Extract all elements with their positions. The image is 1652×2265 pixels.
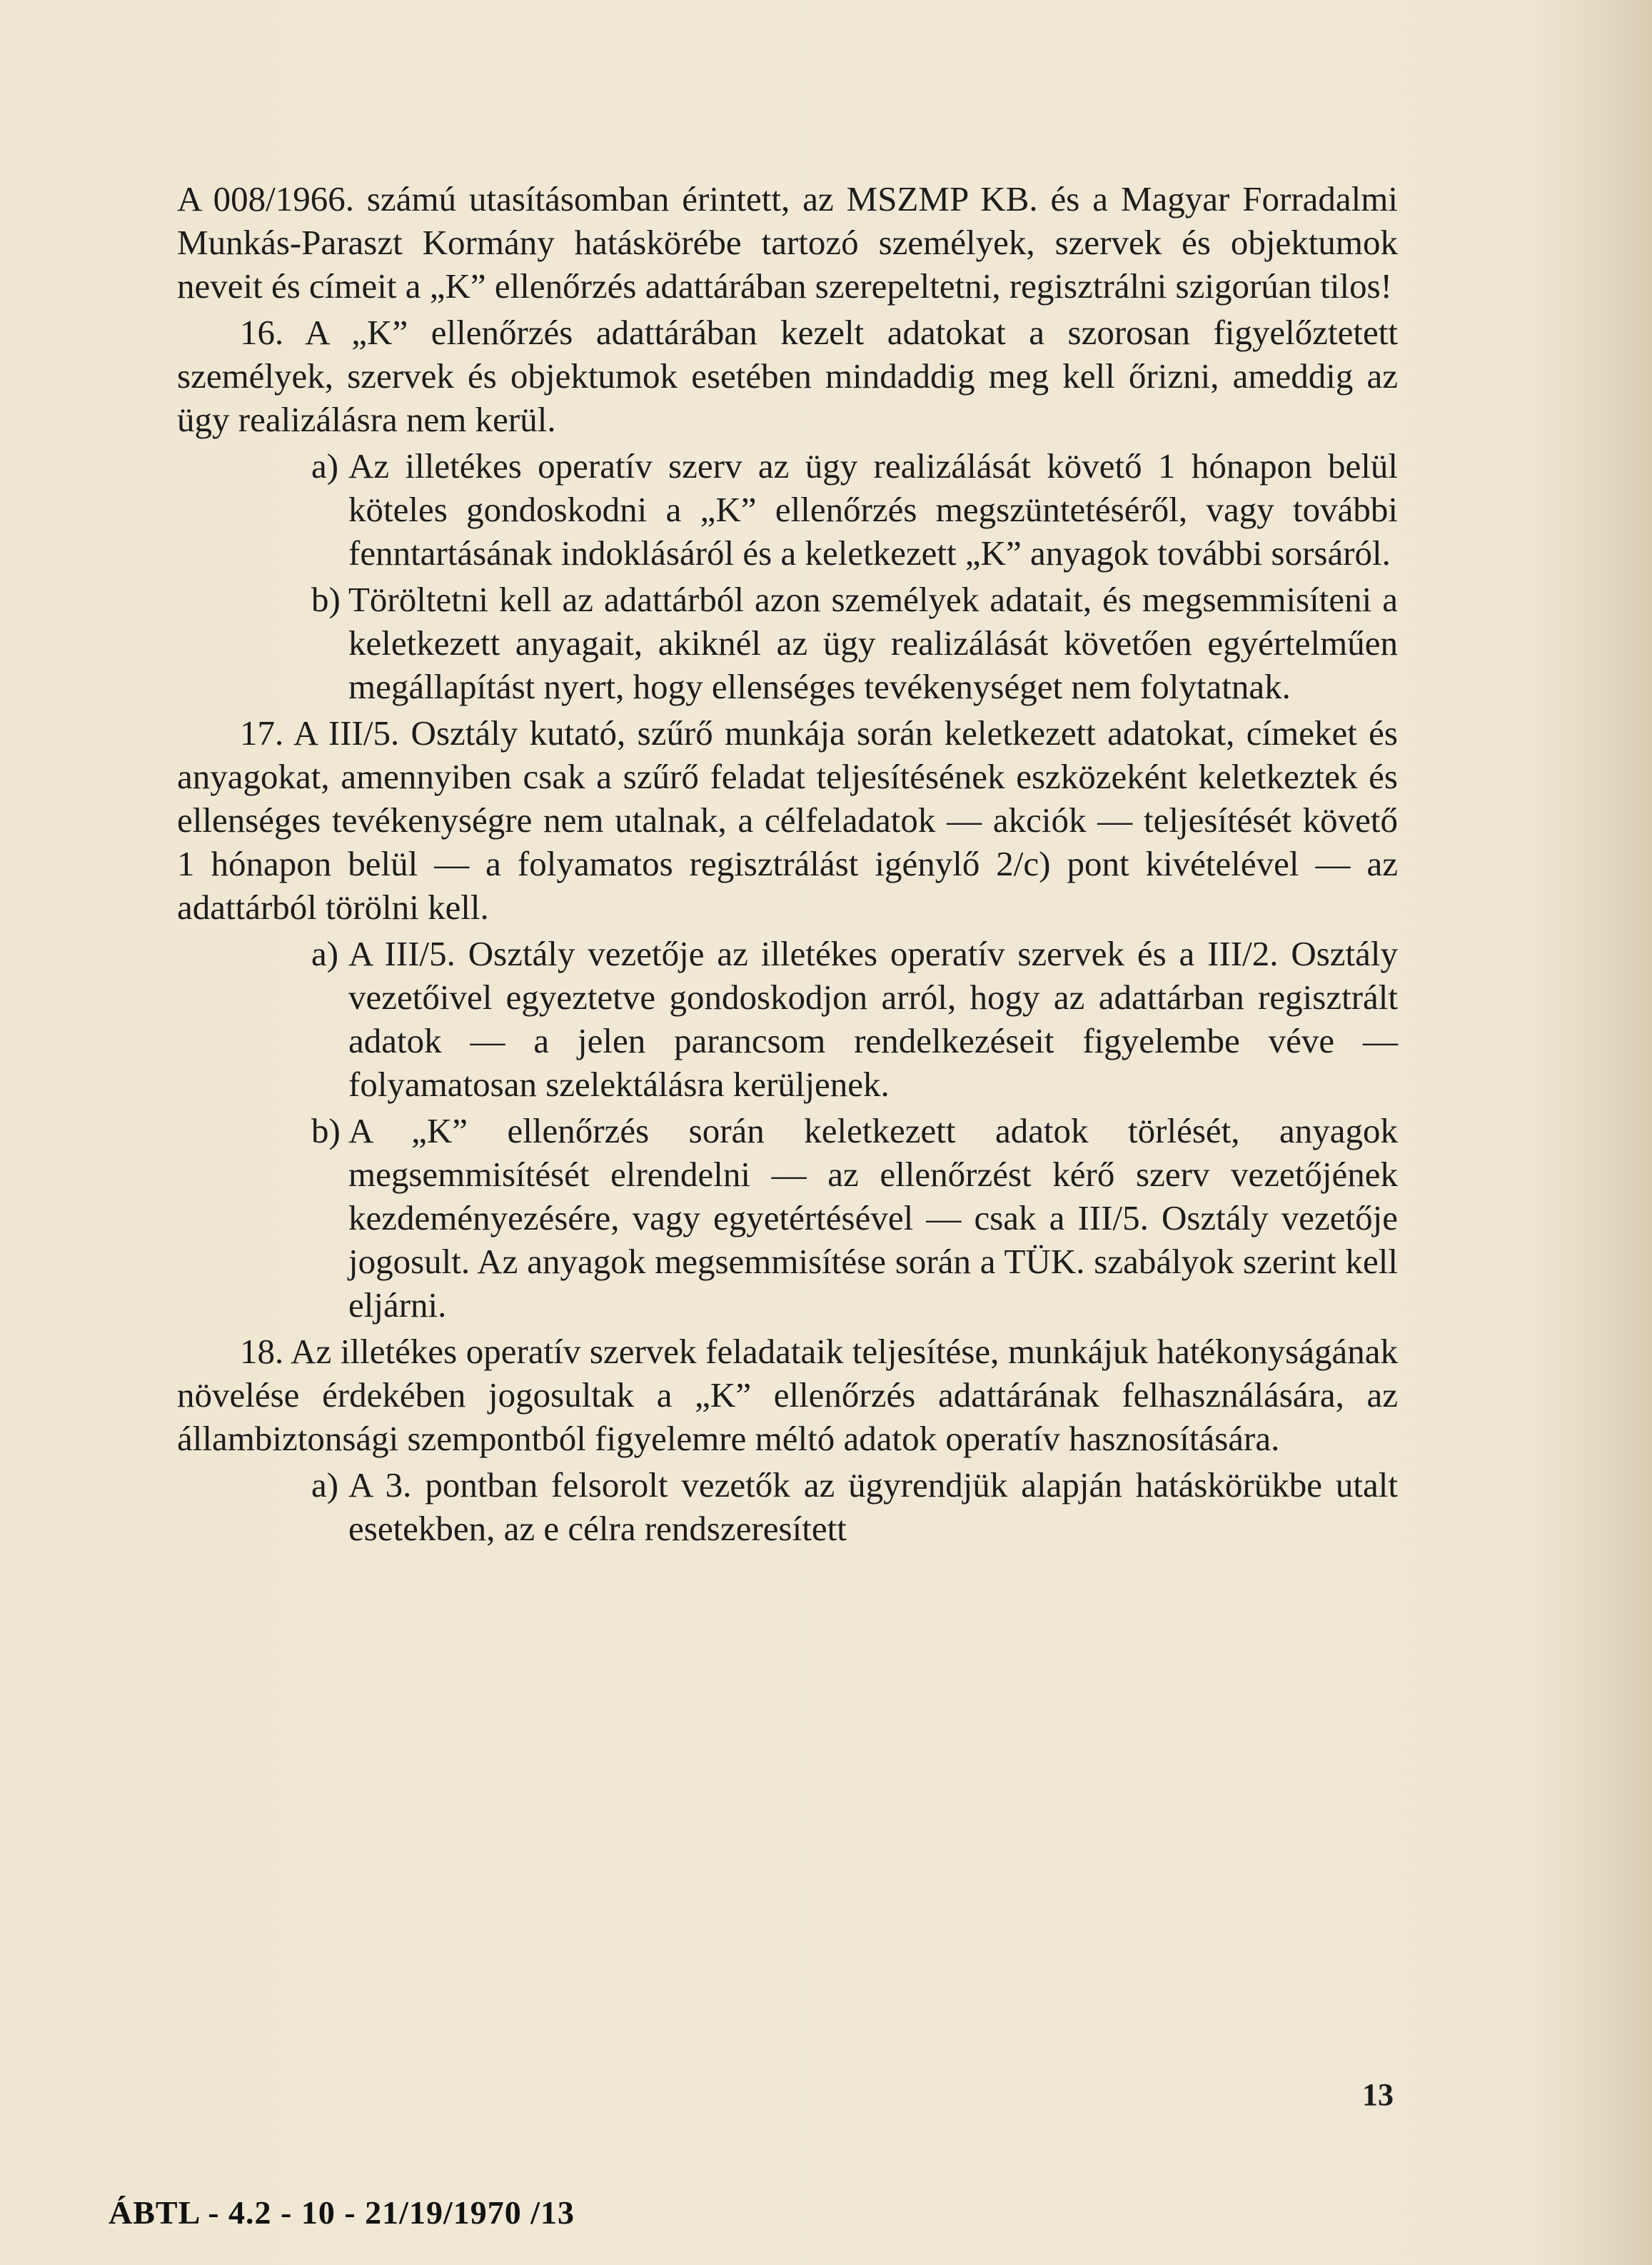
- paragraph-18a-text: A 3. pontban felsorolt vezetők az ügyrendjük alapján hatáskörükbe utalt esetekben, az e célra rendszeresített: [348, 1465, 1398, 1548]
- paragraph-17a: [177, 932, 1398, 1106]
- page-number: 13: [1362, 2077, 1394, 2112]
- paragraph-16a: [177, 444, 1398, 575]
- paragraph-18a: [177, 1463, 1398, 1550]
- paragraph-16b: [177, 578, 1398, 708]
- list-label: b): [311, 1111, 341, 1150]
- paragraph-16: 16. A „K” ellenőrzés adattárában kezelt adatokat a szorosan figyelőztetett személyek, szervek és objektumok esetében mindaddig meg kell őrizni, ameddig az ügy realizálásra nem kerül.: [177, 313, 1398, 439]
- paragraph-17b: [177, 1109, 1398, 1327]
- paragraph-17b-text: A „K” ellenőrzés során keletkezett adatok törlését, anyagok megsemmisítését elrendelni — az ellenőrzést kérő szerv vezetőjének kezdeményezésére, vagy egyetértésével — csak a III/5. Osztály vezetője jogosult. Az anyagok megsemmisítése során a TÜK. szabályok szerint kell eljárni.: [348, 1111, 1398, 1325]
- archive-reference-stamp: ÁBTL - 4.2 - 10 - 21/19/1970 /13: [109, 2194, 575, 2231]
- paragraph-16a-text: Az illetékes operatív szerv az ügy realizálását követő 1 hónapon belül köteles gondoskodni a „K” ellenőrzés megszüntetéséről, vagy további fenntartásának indoklásáról és a keletkezett „K” anyagok további sorsáról.: [348, 446, 1398, 573]
- list-label: a): [311, 446, 339, 486]
- paragraph-intro: A 008/1966. számú utasításomban érintett, az MSZMP KB. és a Magyar Forradalmi Munkás-Paraszt Kormány hatáskörébe tartozó személyek, szervek és objektumok neveit és címeit a „K” ellenőrzés adattárában szerepeltetni, regisztrálni szigorúan tilos!: [177, 179, 1398, 306]
- list-label: a): [311, 934, 339, 973]
- paragraph-17a-text: A III/5. Osztály vezetője az illetékes operatív szervek és a III/2. Osztály vezetőivel egyeztetve gondoskodjon arról, hogy az adattárban regisztrált adatok — a jelen parancsom rendelkezéseit figyelembe véve — folyamatosan szelektálásra kerüljenek.: [348, 934, 1398, 1104]
- document-body: [177, 177, 1398, 1550]
- paragraph-17: 17. A III/5. Osztály kutató, szűrő munkája során keletkezett adatokat, címeket és anyagokat, amennyiben csak a szűrő feladat teljesítésének eszközeként keletkeztek és ellenséges tevékenységre nem utalnak, a célfeladatok — akciók — teljesítését követő 1 hónapon belül — a folyamatos regisztrálást igénylő 2/c) pont kivételével — az adattárból törölni kell.: [177, 713, 1398, 927]
- list-label: a): [311, 1465, 339, 1505]
- list-label: b): [311, 580, 341, 619]
- paragraph-18: 18. Az illetékes operatív szervek feladataik teljesítése, munkájuk hatékonyságának növelése érdekében jogosultak a „K” ellenőrzés adattárának felhasználására, az állambiztonsági szempontból figyelemre méltó adatok operatív hasznosítására.: [177, 1332, 1398, 1458]
- paragraph-16b-text: Töröltetni kell az adattárból azon személyek adatait, és megsemmisíteni a keletkezett anyagait, akiknél az ügy realizálását követően egyértelműen megállapítást nyert, hogy ellenséges tevékenységet nem folytatnak.: [348, 580, 1398, 706]
